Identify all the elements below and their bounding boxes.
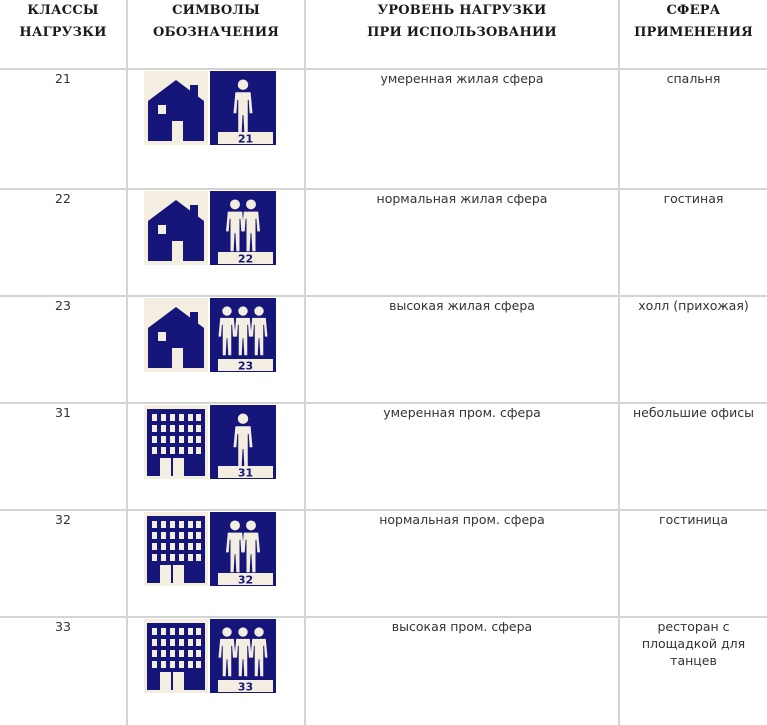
symbol-cell: [127, 69, 305, 189]
symbol-cell: [127, 510, 305, 617]
usage-sphere: гостиная: [619, 189, 767, 296]
table-row: [0, 189, 767, 296]
people-panel: [210, 71, 276, 146]
class-number: 31: [0, 403, 127, 510]
load-class-symbol: [144, 511, 276, 587]
header-level-line2: ПРИ ИСПОЛЬЗОВАНИИ: [367, 25, 557, 40]
load-class-symbol: [144, 190, 276, 266]
house-icon: [144, 298, 208, 372]
load-class-symbol: [144, 404, 276, 480]
people-panel: [210, 298, 276, 373]
load-class-symbol: [144, 297, 276, 373]
office-building-icon: [144, 512, 208, 586]
class-number: 21: [0, 69, 127, 189]
header-sphere-line1: СФЕРА: [666, 3, 721, 18]
header-class-line1: КЛАССЫ: [27, 3, 99, 18]
load-level: высокая жилая сфера: [305, 296, 619, 403]
load-class-symbol-svg: [144, 297, 276, 373]
people-panel: [210, 405, 276, 480]
usage-sphere: холл (прихожая): [619, 296, 767, 403]
symbol-cell: [127, 617, 305, 725]
load-class-symbol: [144, 70, 276, 146]
load-class-symbol-svg: [144, 404, 276, 480]
header-row: [0, 0, 767, 69]
house-icon: [144, 71, 208, 145]
symbol-cell: [127, 296, 305, 403]
table-row: [0, 510, 767, 617]
table-row: [0, 296, 767, 403]
load-level: нормальная жилая сфера: [305, 189, 619, 296]
usage-sphere: ресторан с площадкой для танцев: [619, 617, 767, 725]
header-symbols-line2: ОБОЗНАЧЕНИЯ: [152, 25, 279, 40]
load-level: умеренная жилая сфера: [305, 69, 619, 189]
class-number: 33: [0, 617, 127, 725]
load-class-symbol: [144, 618, 276, 694]
usage-sphere: гостиница: [619, 510, 767, 617]
load-level: нормальная пром. сфера: [305, 510, 619, 617]
class-badge: 32: [237, 573, 254, 587]
load-class-symbol-svg: [144, 511, 276, 587]
class-badge: 22: [237, 252, 254, 266]
people-panel: [210, 191, 276, 266]
table-row: [0, 617, 767, 725]
class-badge: 31: [237, 466, 254, 480]
load-class-symbol-svg: [144, 190, 276, 266]
table-row: [0, 403, 767, 510]
people-panel: [210, 512, 276, 587]
header-sphere: [619, 0, 767, 69]
header-symbols: [127, 0, 305, 69]
class-badge: 23: [237, 359, 254, 373]
header-level: [305, 0, 619, 69]
people-panel: [210, 619, 276, 694]
load-level: высокая пром. сфера: [305, 617, 619, 725]
load-class-symbol-svg: [144, 618, 276, 694]
header-class: [0, 0, 127, 69]
symbol-cell: [127, 403, 305, 510]
office-building-icon: [144, 405, 208, 479]
usage-sphere: небольшие офисы: [619, 403, 767, 510]
class-badge: 33: [237, 680, 254, 694]
symbol-cell: [127, 189, 305, 296]
usage-sphere: спальня: [619, 69, 767, 189]
table-body: [0, 69, 767, 725]
load-class-symbol-svg: [144, 70, 276, 146]
header-symbols-line1: СИМВОЛЫ: [172, 3, 260, 18]
class-number: 32: [0, 510, 127, 617]
office-building-icon: [144, 619, 208, 693]
header-class-line2: НАГРУЗКИ: [19, 25, 107, 40]
load-level: умеренная пром. сфера: [305, 403, 619, 510]
table-row: [0, 69, 767, 189]
class-number: 22: [0, 189, 127, 296]
header-level-line1: УРОВЕНЬ НАГРУЗКИ: [377, 3, 547, 18]
header-sphere-line2: ПРИМЕНЕНИЯ: [634, 25, 753, 40]
house-icon: [144, 191, 208, 265]
class-badge: 21: [237, 132, 254, 146]
class-number: 23: [0, 296, 127, 403]
